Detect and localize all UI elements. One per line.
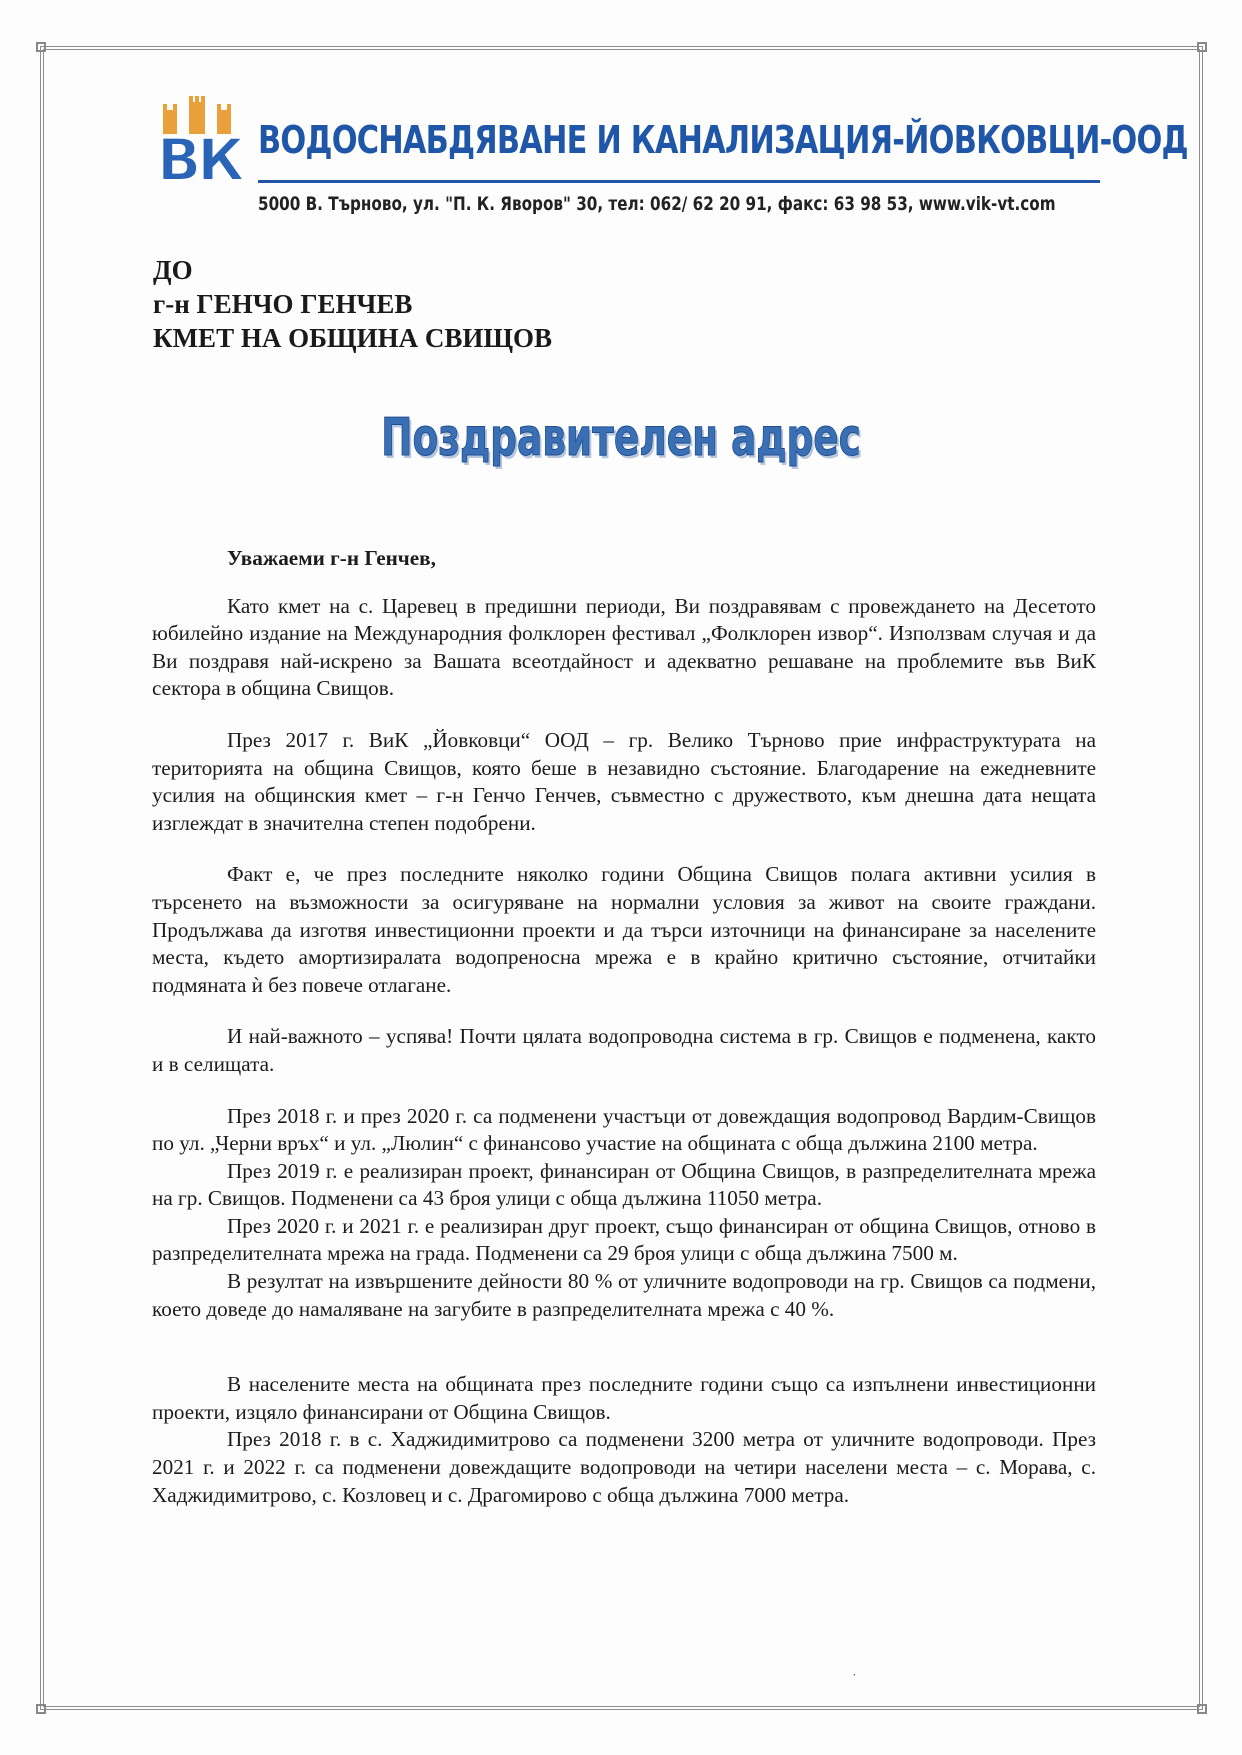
paragraph: Факт е, че през последните няколко години Община Свищов полага активни усилия в търсенето на възможности за осигуряване на нормални условия за живот на своите граждани. Продължава да изготвя инвестиционни проекти и да търси източници на финансиране за населените места, където амортизиралата водопреносна мрежа е в крайно критично състояние, отчитайки подмяната ѝ без повече отлагане. — [152, 862, 1096, 997]
paragraph: През 2020 г. и 2021 г. е реализиран друг проект, също финансиран от община Свищов, отново в разпределителната мрежа на града. Подменени са 29 броя улици с обща дължина 7500 м. — [152, 1213, 1096, 1266]
company-logo — [155, 96, 255, 186]
svg-text:ВК: ВК — [157, 126, 241, 186]
letterhead-rule — [258, 180, 1100, 183]
paragraph: През 2017 г. ВиК „Йовковци“ ООД – гр. Велико Търново прие инфраструктурата на територията на община Свищов, която беше в незавидно състояние. Благодарение на ежедневните усилия на общинския кмет – г-н Генчо Генчев, съвместно с дружеството, към днешна дата нещата изглеждат в значителна степен подобрени. — [152, 727, 1096, 835]
border-corner — [36, 1704, 46, 1714]
addressee-block — [153, 253, 552, 355]
border-corner — [36, 42, 46, 52]
letter-body — [152, 545, 1096, 1509]
paragraph: В резултат на извършените дейности 80 % от уличните водопроводи на гр. Свищов са подмени, което доведе до намаляване на загубите в разпределителната мрежа с 40 %. — [152, 1269, 1096, 1321]
paragraph: В населените места на общината през последните години също са изпълнени инвестиционни проекти, изцяло финансирани от Община Свищов. — [152, 1372, 1096, 1424]
addressee-to: ДО — [153, 255, 193, 285]
border-corner — [1197, 1704, 1207, 1714]
company-name: ВОДОСНАБДЯВАНЕ И КАНАЛИЗАЦИЯ-ЙОВКОВЦИ-ООД — [258, 118, 1188, 162]
document-title: Поздравителен адрес — [381, 408, 861, 468]
addressee-title: КМЕТ НА ОБЩИНА СВИЩОВ — [153, 323, 553, 353]
paragraph: Като кмет на с. Царевец в предишни периоди, Ви поздравявам с провеждането на Десетото юбилейно издание на Международния фолклорен фестивал „Фолклорен извор“. Използвам случая и да Ви поздравя най-искрено за Вашата всеотдайност и адекватно решаване на проблемите във ВиК сектора в община Свищов. — [152, 593, 1096, 701]
salutation: Уважаеми г-н Генчев, — [227, 546, 436, 570]
paragraph: През 2018 г. в с. Хаджидимитрово са подменени 3200 метра от уличните водопроводи. През 2021 г. и 2022 г. са подменени довеждащите водопроводи на четири населени места – с. Морава, с. Хаджидимитрово, с. Козловец и с. Драгомирово с обща дължина 7000 метра. — [152, 1427, 1096, 1507]
paragraph: През 2018 г. и през 2020 г. са подменени участъци от довеждащия водопровод Вардим-Свищов по ул. „Черни връх“ и ул. „Люлин“ с финансово участие на общината с обща дължина 2100 метра. — [152, 1103, 1096, 1156]
border-corner — [1197, 42, 1207, 52]
stray-mark: ˙ — [852, 1672, 857, 1687]
paragraph: И най-важното – успява! Почти цялата водопроводна система в гр. Свищов е подменена, както и в селищата. — [152, 1024, 1096, 1076]
addressee-name: г-н ГЕНЧО ГЕНЧЕВ — [153, 289, 413, 319]
company-contact: 5000 В. Търново, ул. "П. К. Яворов" 30, тел: 062/ 62 20 91, факс: 63 98 53, www.vik-vt.com — [258, 193, 1056, 215]
paragraph: През 2019 г. е реализиран проект, финансиран от Община Свищов, в разпределителната мрежа на гр. Свищов. Подменени са 43 броя улици с обща дължина 11050 метра. — [152, 1158, 1096, 1211]
